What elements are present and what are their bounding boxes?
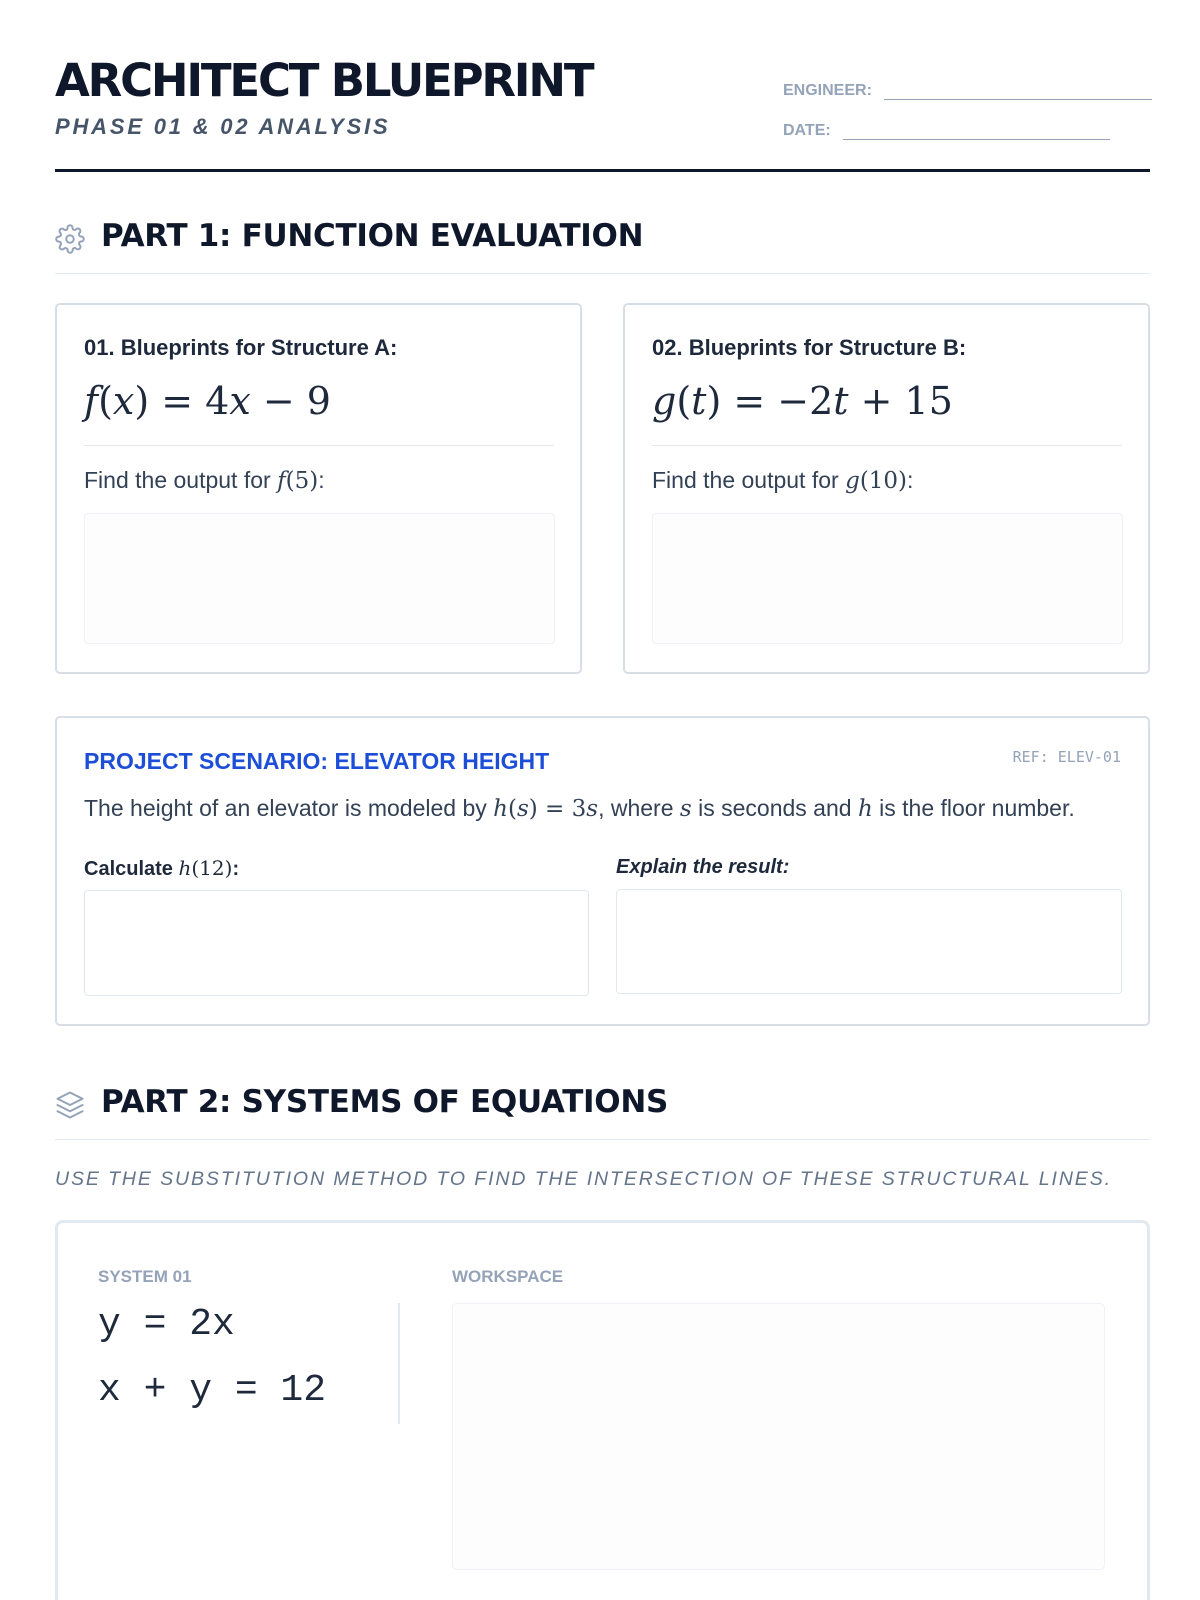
workspace-label: WORKSPACE xyxy=(452,1267,564,1286)
page-subtitle: PHASE 01 & 02 ANALYSIS xyxy=(55,114,391,139)
scenario-title: PROJECT SCENARIO: ELEVATOR HEIGHT xyxy=(84,748,550,774)
part2-instruction: USE THE SUBSTITUTION METHOD TO FIND THE INTERSECTION OF THESE STRUCTURAL LINES. xyxy=(55,1168,1112,1190)
problem-prompt: Find the output for g(10): xyxy=(652,467,914,494)
scenario-ref: REF: ELEV-01 xyxy=(1012,748,1121,766)
part2-heading xyxy=(55,1084,1150,1140)
equation-2: x + y = 12 xyxy=(98,1369,327,1412)
system-label: SYSTEM 01 xyxy=(98,1267,192,1286)
answer-box[interactable] xyxy=(652,513,1123,644)
part1-heading xyxy=(55,218,1150,274)
system-divider xyxy=(398,1303,400,1424)
answer-box[interactable] xyxy=(84,513,555,644)
calculate-answer-box[interactable] xyxy=(84,890,589,996)
gear-icon xyxy=(55,224,85,254)
explain-answer-box[interactable] xyxy=(616,889,1122,994)
system-card-01 xyxy=(55,1220,1150,1600)
layers-icon xyxy=(55,1090,85,1120)
calculate-label: Calculate h(12): xyxy=(84,856,240,880)
function-formula: g(t) = −2t + 15 xyxy=(652,379,953,423)
engineer-field xyxy=(783,80,1152,100)
page-title: ARCHITECT BLUEPRINT xyxy=(55,54,593,107)
worksheet-header xyxy=(55,52,1150,172)
function-formula: f(x) = 4x − 9 xyxy=(84,379,331,423)
engineer-label: ENGINEER: xyxy=(783,82,872,99)
scenario-card xyxy=(55,716,1150,1026)
date-field xyxy=(783,120,1110,140)
part2-heading-text: PART 2: SYSTEMS OF EQUATIONS xyxy=(101,1084,668,1120)
card-divider xyxy=(84,445,554,446)
equation-1: y = 2x xyxy=(98,1303,235,1346)
explain-label: Explain the result: xyxy=(616,856,790,878)
workspace-box[interactable] xyxy=(452,1303,1105,1570)
engineer-line[interactable] xyxy=(884,80,1152,100)
worksheet-page xyxy=(55,0,1150,1600)
problem-title: 02. Blueprints for Structure B: xyxy=(652,335,967,360)
part1-heading-text: PART 1: FUNCTION EVALUATION xyxy=(101,218,644,254)
date-line[interactable] xyxy=(843,120,1110,140)
scenario-description: The height of an elevator is modeled by h(s) = 3s, where s is seconds and h is the floor number. xyxy=(84,795,1075,822)
problem-prompt: Find the output for f(5): xyxy=(84,467,325,494)
card-divider xyxy=(652,445,1122,446)
problem-card-01 xyxy=(55,303,582,674)
problem-card-02 xyxy=(623,303,1150,674)
date-label: DATE: xyxy=(783,122,831,139)
problem-title: 01. Blueprints for Structure A: xyxy=(84,335,398,360)
